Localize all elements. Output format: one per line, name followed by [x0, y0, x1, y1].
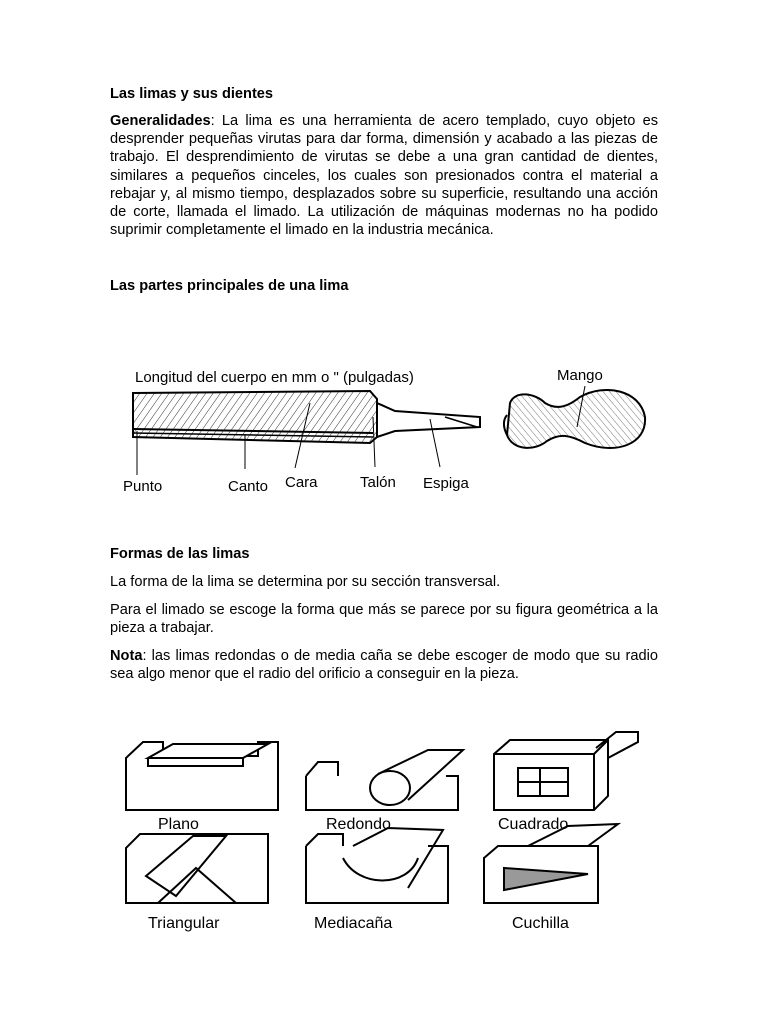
doc-title: Las limas y sus dientes	[110, 86, 274, 102]
espiga-label: Espiga	[423, 475, 469, 492]
note-text: : las limas redondas o de media caña se debe escoger de modo que su radio sea algo menor que el radio del orificio a conseguir en la pieza.	[110, 648, 658, 683]
redondo-label: Redondo	[326, 816, 391, 833]
forms-heading: Formas de las limas	[110, 546, 250, 562]
generalidades-text: : La lima es una herramienta de acero templado, cuyo objeto es desprender pequeñas virutas para dar forma, dimensión y acabado a las piezas de trabajo. El desprendimiento de virutas se debe a una gran cantidad de dientes, similares a pequeños cinceles, los cuales son presionados contra el material a rebajar y, al mismo tiempo, desplazados sobre su superficie, resultando una acción de corte, llamada el limado. La utilización de máquinas modernas no ha podido suprimir completamente el limado en la industria mecánica.	[110, 113, 658, 239]
punto-label: Punto	[123, 478, 163, 495]
triangular-shape	[126, 834, 268, 903]
mediacana-label: Mediacaña	[314, 915, 393, 932]
file-parts-diagram	[115, 355, 655, 500]
generalidades-label: Generalidades	[110, 113, 211, 129]
length-label: Longitud del cuerpo en mm o " (pulgadas)	[135, 369, 414, 386]
cuadrado-shape	[494, 732, 638, 810]
file-handle	[504, 390, 645, 448]
redondo-shape	[306, 750, 463, 810]
cuchilla-label: Cuchilla	[512, 915, 569, 932]
mediacana-shape	[306, 828, 448, 903]
plano-label: Plano	[158, 816, 199, 833]
cuchilla-shape	[484, 824, 618, 903]
note-label: Nota	[110, 648, 143, 664]
file-shapes-diagram	[118, 728, 648, 938]
parts-heading: Las partes principales de una lima	[110, 278, 349, 294]
note-paragraph	[110, 647, 658, 683]
cuadrado-label: Cuadrado	[498, 816, 569, 833]
canto-label: Canto	[228, 478, 269, 495]
plano-shape	[126, 742, 278, 810]
cara-label: Cara	[285, 474, 318, 491]
forms-paragraph-2: Para el limado se escoge la forma que más se parece por su figura geométrica a la pieza a trabajar.	[110, 602, 658, 637]
forms-paragraph-1: La forma de la lima se determina por su sección transversal.	[110, 574, 501, 590]
generalidades-paragraph	[110, 112, 658, 239]
mango-label: Mango	[557, 367, 603, 384]
triangular-label: Triangular	[148, 915, 220, 932]
talon-label: Talón	[360, 474, 396, 491]
